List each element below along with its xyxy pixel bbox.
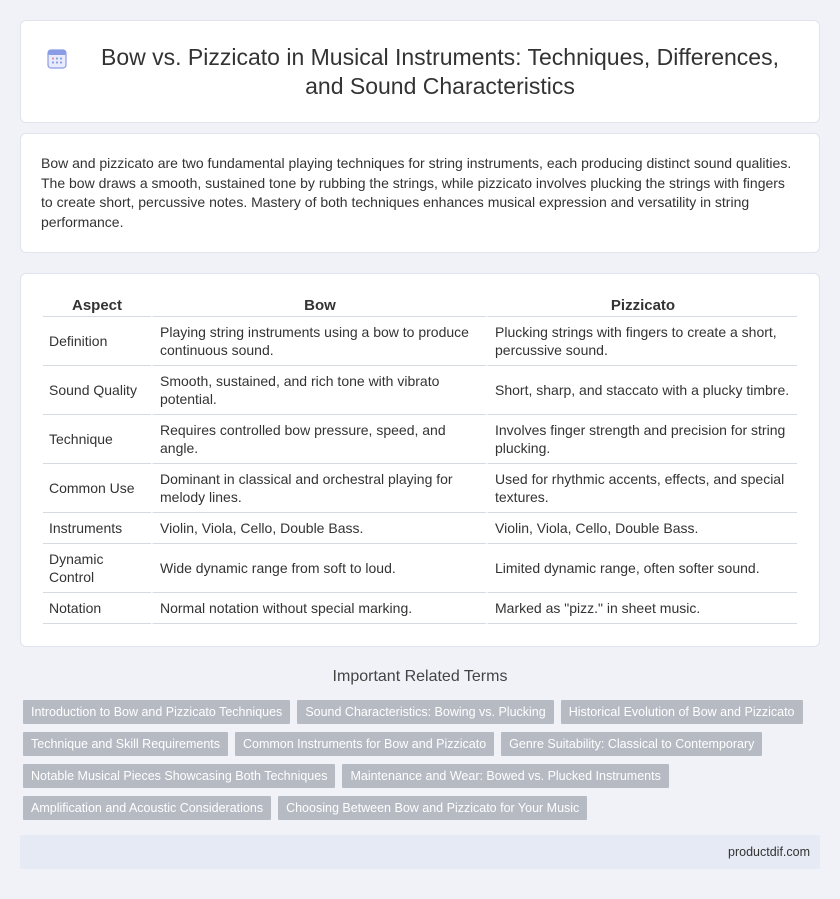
pizzicato-cell: Marked as "pizz." in sheet music. <box>486 593 797 624</box>
related-term-link[interactable]: Choosing Between Bow and Pizzicato for Your Music <box>278 796 587 820</box>
bow-cell: Playing string instruments using a bow to produce continuous sound. <box>151 317 486 366</box>
bow-cell: Wide dynamic range from soft to loud. <box>151 544 486 593</box>
pizzicato-cell: Plucking strings with fingers to create a short, percussive sound. <box>486 317 797 366</box>
intro-text: Bow and pizzicato are two fundamental playing techniques for string instruments, each producing distinct sound qualities. The bow draws a smooth, sustained tone by rubbing the strings, while pizzicato involves plucking the strings with fingers to create short, percussive notes. Mastery of both techniques enhances musical expression and versatility in string performance. <box>41 155 792 230</box>
table-row <box>43 366 797 415</box>
comparison-table-card <box>20 273 820 647</box>
tag-row <box>23 732 823 756</box>
related-terms-list <box>23 700 823 828</box>
table-row <box>43 317 797 366</box>
related-term-link[interactable]: Maintenance and Wear: Bowed vs. Plucked Instruments <box>342 764 668 788</box>
aspect-cell: Dynamic Control <box>43 544 151 593</box>
pizzicato-cell: Short, sharp, and staccato with a plucky timbre. <box>486 366 797 415</box>
aspect-cell: Sound Quality <box>43 366 151 415</box>
table-row <box>43 593 797 624</box>
header-aspect: Aspect <box>43 291 151 317</box>
aspect-cell: Notation <box>43 593 151 624</box>
bow-cell: Dominant in classical and orchestral playing for melody lines. <box>151 464 486 513</box>
table-row <box>43 464 797 513</box>
bow-cell: Requires controlled bow pressure, speed, and angle. <box>151 415 486 464</box>
tag-row <box>23 764 823 788</box>
related-term-link[interactable]: Historical Evolution of Bow and Pizzicato <box>561 700 803 724</box>
aspect-cell: Common Use <box>43 464 151 513</box>
header-bow: Bow <box>151 291 486 317</box>
bow-cell: Smooth, sustained, and rich tone with vibrato potential. <box>151 366 486 415</box>
related-term-link[interactable]: Sound Characteristics: Bowing vs. Plucking <box>297 700 553 724</box>
bow-cell: Violin, Viola, Cello, Double Bass. <box>151 513 486 544</box>
table-row <box>43 415 797 464</box>
bow-cell: Normal notation without special marking. <box>151 593 486 624</box>
pizzicato-cell: Violin, Viola, Cello, Double Bass. <box>486 513 797 544</box>
related-term-link[interactable]: Amplification and Acoustic Considerations <box>23 796 271 820</box>
aspect-cell: Definition <box>43 317 151 366</box>
related-term-link[interactable]: Genre Suitability: Classical to Contemporary <box>501 732 762 756</box>
header-card <box>20 20 820 123</box>
aspect-cell: Technique <box>43 415 151 464</box>
pizzicato-cell: Used for rhythmic accents, effects, and special textures. <box>486 464 797 513</box>
table-row <box>43 513 797 544</box>
table-header-row <box>43 291 797 317</box>
page-title: Bow vs. Pizzicato in Musical Instruments: Techniques, Differences, and Sound Characteristics <box>101 43 779 99</box>
tag-row <box>23 796 823 820</box>
pizzicato-cell: Involves finger strength and precision for string plucking. <box>486 415 797 464</box>
tag-row <box>23 700 823 724</box>
header-pizzicato: Pizzicato <box>486 291 797 317</box>
related-term-link[interactable]: Notable Musical Pieces Showcasing Both Techniques <box>23 764 335 788</box>
pizzicato-cell: Limited dynamic range, often softer sound. <box>486 544 797 593</box>
related-term-link[interactable]: Common Instruments for Bow and Pizzicato <box>235 732 494 756</box>
footer-site-link[interactable]: productdif.com <box>728 845 810 859</box>
table-row <box>43 544 797 593</box>
aspect-cell: Instruments <box>43 513 151 544</box>
intro-card <box>20 133 820 253</box>
related-term-link[interactable]: Technique and Skill Requirements <box>23 732 228 756</box>
footer <box>20 835 820 869</box>
related-terms-title: Important Related Terms <box>332 668 508 685</box>
related-term-link[interactable]: Introduction to Bow and Pizzicato Techniques <box>23 700 290 724</box>
comparison-table <box>43 291 797 624</box>
